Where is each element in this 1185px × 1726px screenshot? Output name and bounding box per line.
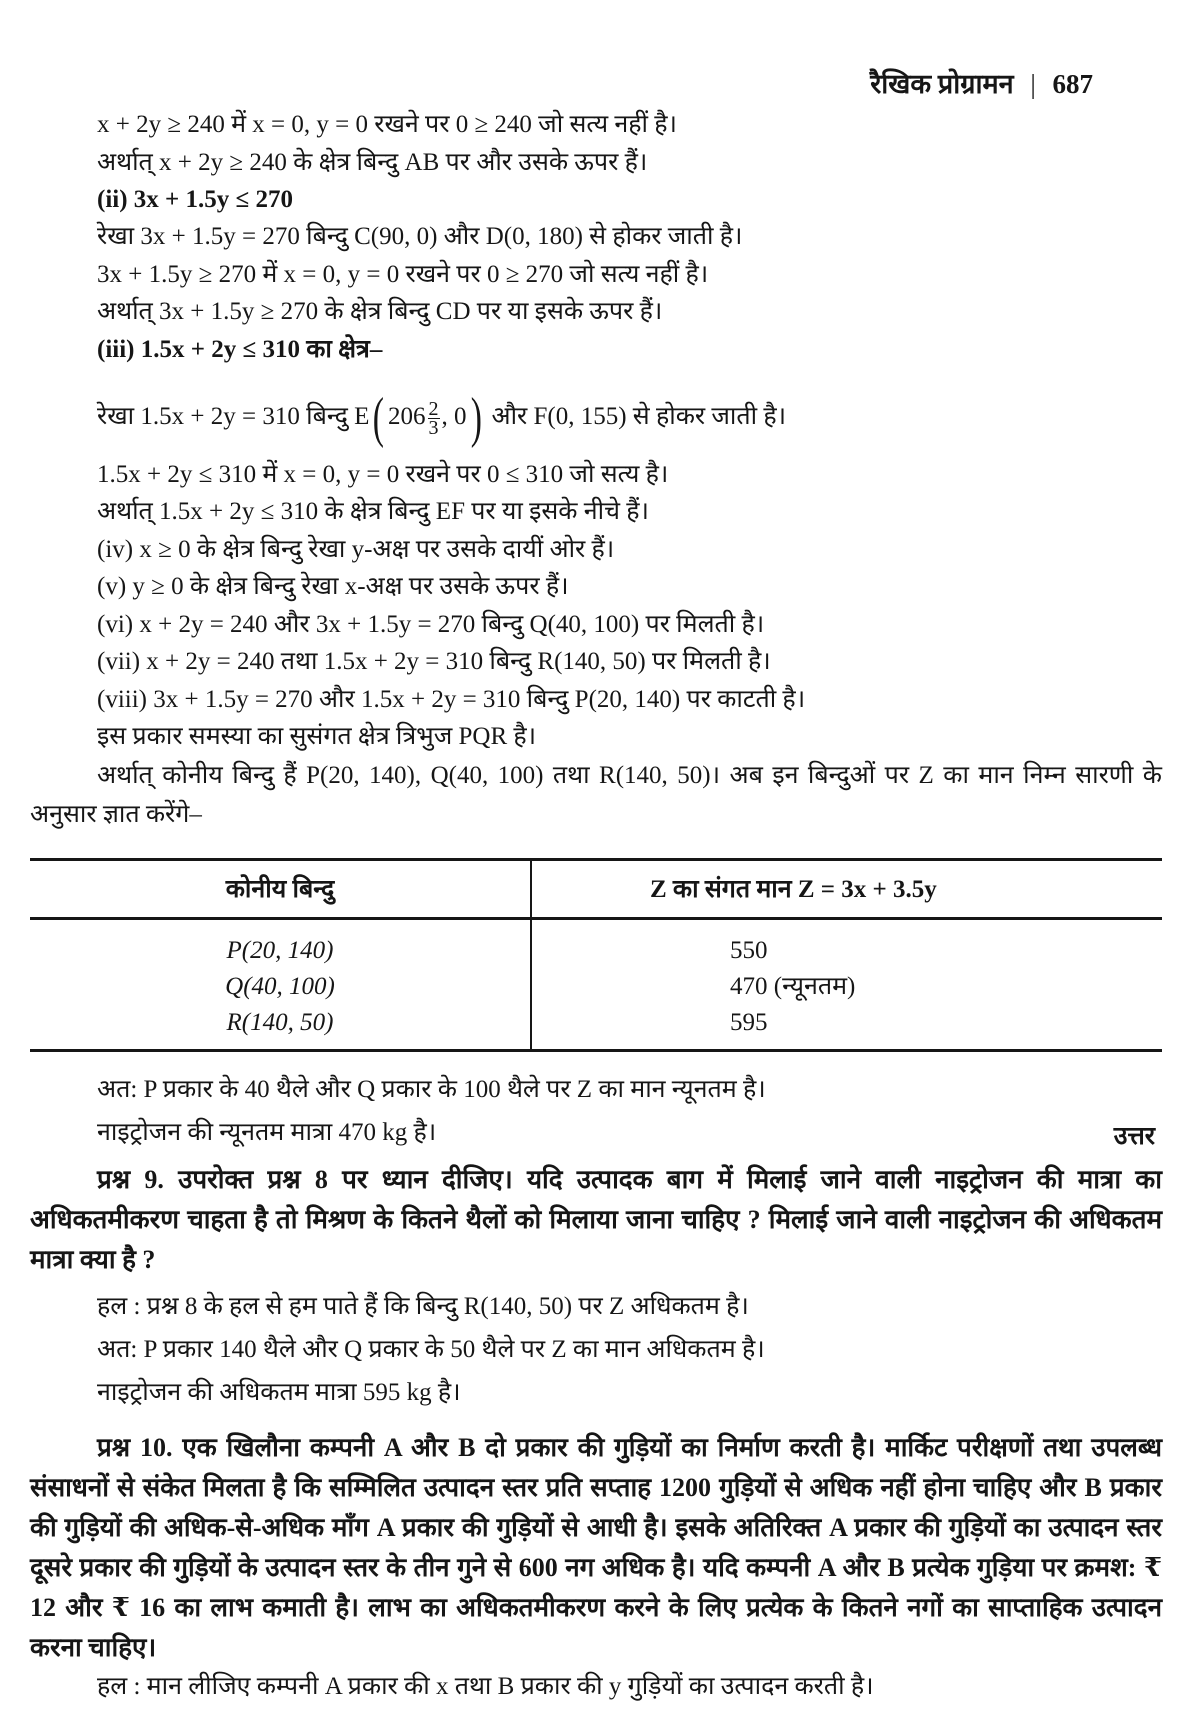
line-suffix: और F(0, 155) से होकर जाती है। [491,403,787,430]
question-9-text: प्रश्न 9. उपरोक्त प्रश्न 8 पर ध्यान दीजिए। यदि उत्पादक बाग में मिलाई जाने वाली नाइट्रोजन की मात्रा का अधिकतमीकरण चाहता है तो मिश्रण के कितने थैलों को मिलाया जाना चाहिए ? मिलाई जाने वाली नाइट्रोजन की अधिकतम मात्रा क्या है ? [30,1165,1162,1274]
fraction-numerator: 2 [428,397,439,420]
subheading-ii: (ii) 3x + 1.5y ≤ 270 [97,186,294,213]
fraction-denominator: 3 [428,416,439,439]
header-separator: | [1030,69,1036,99]
question-9 [30,1160,1162,1280]
table-divider-vertical [530,861,532,1049]
text-line: x + 2y ≥ 240 में x = 0, y = 0 रखने पर 0 ≥ 240 जो सत्य नहीं है। [97,111,677,138]
solution-line: नाइट्रोजन की अधिकतम मात्रा 595 kg है। [97,1379,461,1406]
close-paren: ) [470,387,482,450]
text-line: (vi) x + 2y = 240 और 3x + 1.5y = 270 बिन्दु Q(40, 100) पर मिलती है। [97,611,765,638]
open-paren: ( [373,387,385,450]
table-cell-point: P(20, 140) [226,937,334,964]
text-line: 1.5x + 2y ≤ 310 में x = 0, y = 0 रखने पर 0 ≤ 310 जो सत्य है। [97,461,669,488]
text-line: (viii) 3x + 1.5y = 270 और 1.5x + 2y = 310 बिन्दु P(20, 140) पर काटती है। [97,686,806,713]
text-line: (v) y ≥ 0 के क्षेत्र बिन्दु रेखा x-अक्ष पर उसके ऊपर हैं। [97,573,569,600]
solution-line: हल : प्रश्न 8 के हल से हम पाते हैं कि बिन्दु R(140, 50) पर Z अधिकतम है। [97,1293,749,1320]
solution-line: अत: P प्रकार 140 थैले और Q प्रकार के 50 थैले पर Z का मान अधिकतम है। [97,1336,765,1363]
question-10 [30,1428,1162,1668]
text-line: इस प्रकार समस्या का सुसंगत क्षेत्र त्रिभुज PQR है। [97,723,537,750]
table-cell-value: 470 (न्यूनतम) [730,973,856,1000]
question-10-text: प्रश्न 10. एक खिलौना कम्पनी A और B दो प्रकार की गुड़ियों का निर्माण करती है। मार्किट परीक्षणों तथा उपलब्ध संसाधनों से संकेत मिलता है कि सम्मिलित उत्पादन स्तर प्रति सप्ताह 1200 गुड़ियों से अधिक नहीं होना चाहिए और B प्रकार की गुड़ियों की अधिक-से-अधिक माँग A प्रकार की गुड़ियों से आधी है। इसके अतिरिक्त A प्रकार की गुड़ियों का उत्पादन स्तर दूसरे प्रकार की गुड़ियों के उत्पादन स्तर के तीन गुने से 600 नग अधिक है। यदि कम्पनी A और B प्रत्येक गुड़िया पर क्रमश: ₹ 12 और ₹ 16 का लाभ कमाती है। लाभ का अधिकतमीकरण करने के लिए प्रत्येक के कितने नगों का साप्ताहिक उत्पादन करना चाहिए। [30,1433,1162,1662]
corner-points-table [30,858,1162,1052]
text-line: नाइट्रोजन की न्यूनतम मात्रा 470 kg है। [97,1119,437,1146]
table-cell-point: R(140, 50) [226,1009,334,1036]
text-line: रेखा 3x + 1.5y = 270 बिन्दु C(90, 0) और D(0, 180) से होकर जाती है। [97,223,743,250]
text-line: अर्थात् 3x + 1.5y ≥ 270 के क्षेत्र बिन्दु CD पर या इसके ऊपर हैं। [97,298,663,325]
table-col-points [30,933,530,1041]
solution-line: हल : मान लीजिए कम्पनी A प्रकार की x तथा B प्रकार की y गुड़ियों का उत्पादन करती है। [97,1673,874,1700]
mixed-whole: 206 [388,403,426,430]
paragraph [30,756,1162,834]
text-line: अर्थात् x + 2y ≥ 240 के क्षेत्र बिन्दु AB पर और उसके ऊपर हैं। [97,149,648,176]
text-line-with-fraction [97,387,787,450]
chapter-title: रैखिक प्रोग्रामन [870,69,1014,99]
subheading-iii: (iii) 1.5x + 2y ≤ 310 का क्षेत्र– [97,336,383,363]
text-line: अत: P प्रकार के 40 थैले और Q प्रकार के 100 थैले पर Z का मान न्यूनतम है। [97,1076,766,1103]
table-col-values [730,933,855,1041]
text-line: (iv) x ≥ 0 के क्षेत्र बिन्दु रेखा y-अक्ष पर उसके दायीं ओर हैं। [97,536,615,563]
text-line: 3x + 1.5y ≥ 270 में x = 0, y = 0 रखने पर 0 ≥ 270 जो सत्य नहीं है। [97,261,709,288]
table-cell-point: Q(40, 100) [225,973,335,1000]
table-header-corner-point: कोनीय बिन्दु [225,876,335,903]
page-number: 687 [1052,69,1093,99]
table-cell-value: 595 [730,1009,768,1036]
text-line: (vii) x + 2y = 240 तथा 1.5x + 2y = 310 बिन्दु R(140, 50) पर मिलती है। [97,648,771,675]
table-divider-horizontal [30,917,1162,920]
paragraph-text: अर्थात् कोनीय बिन्दु हैं P(20, 140), Q(40, 100) तथा R(140, 50)। अब इन बिन्दुओं पर Z का मान निम्न सारणी के अनुसार ज्ञात करेंगे– [30,762,1162,828]
table-header-z-value: Z का संगत मान Z = 3x + 3.5y [650,876,937,903]
answer-tag: उत्तर [1113,1123,1155,1150]
fraction [428,397,440,439]
line-prefix: रेखा 1.5x + 2y = 310 बिन्दु E [97,403,370,430]
table-cell-value: 550 [730,937,768,964]
page-header [870,64,1093,101]
coord-rest: , 0 [441,403,467,430]
text-line: अर्थात् 1.5x + 2y ≤ 310 के क्षेत्र बिन्दु EF पर या इसके नीचे हैं। [97,498,649,525]
